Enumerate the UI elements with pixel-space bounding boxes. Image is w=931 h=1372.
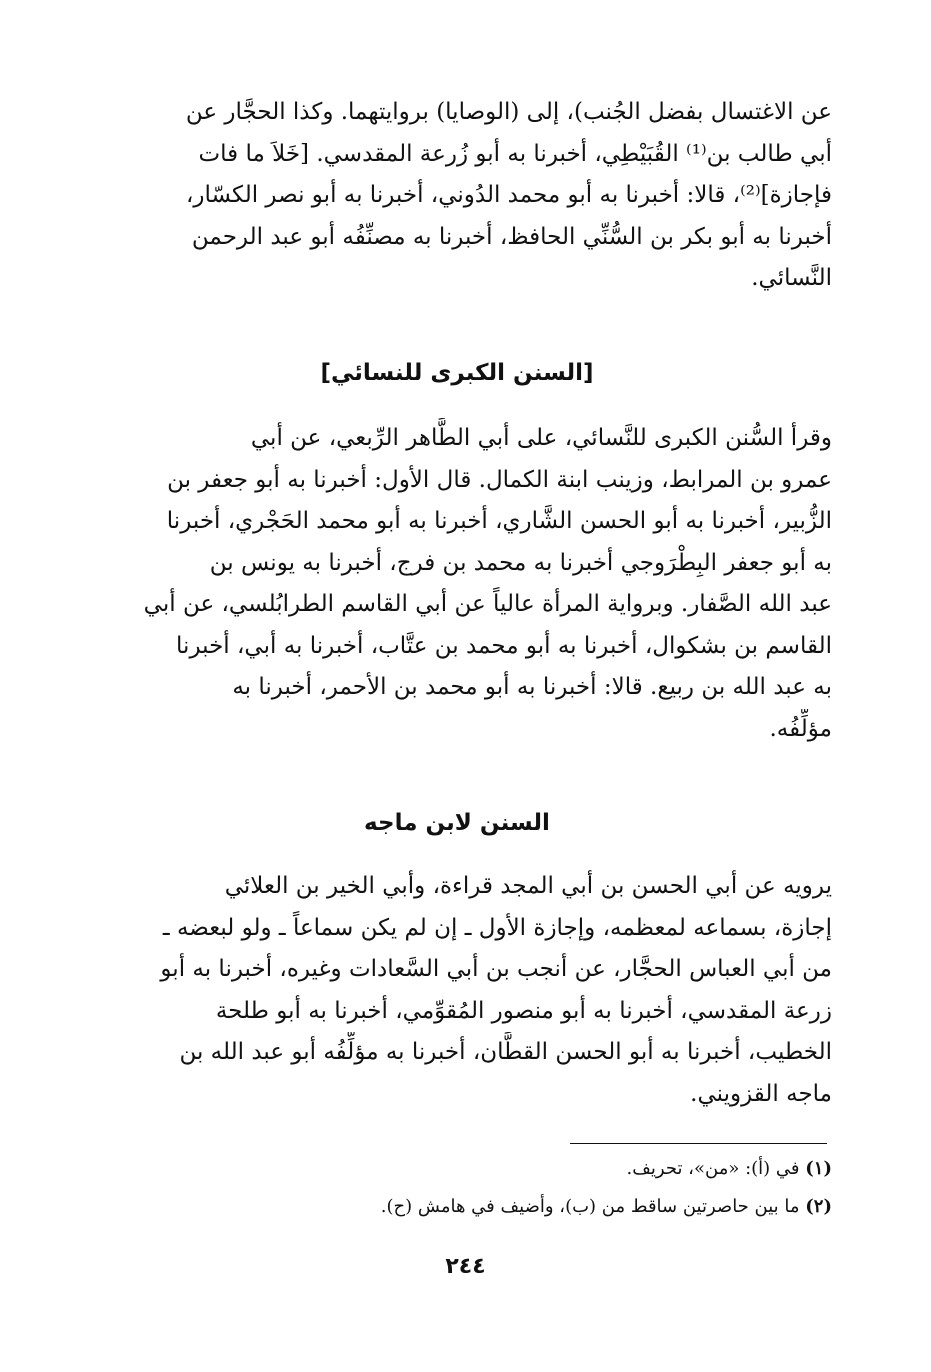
intro-paragraph [82, 92, 832, 300]
footnote-2 [82, 1196, 832, 1217]
footnote-number: (٢) [805, 1196, 832, 1217]
text-line: أخبرنا به أبو بكر بن السُّنِّي الحافظ، أخبرنا به مصنِّفُه أبو عبد الرحمن [191, 223, 832, 250]
text-line: مؤلِّفُه. [769, 715, 832, 742]
section-heading-ibn-majah: السنن لابن ماجه [364, 810, 550, 836]
footnote-1 [82, 1158, 832, 1179]
text-line: عمرو بن المرابط، وزينب ابنة الكمال. قال الأول: أخبرنا به أبو جعفر بن [167, 466, 832, 493]
page-number: ٢٤٤ [445, 1254, 486, 1279]
ibn-majah-paragraph [82, 866, 832, 1115]
text-line: الزُّبير، أخبرنا به أبو الحسن الشَّاري، أخبرنا به أبو محمد الحَجْري، أخبرنا [166, 508, 832, 534]
section-heading-sunan-kubra: [السنن الكبرى للنسائي] [320, 360, 594, 386]
footnote-text: في (أ): «من»، تحريف. [626, 1158, 800, 1179]
text-line: عن الاغتسال بفضل الجُنب)، إلى (الوصايا) بروايتهما. وكذا الحجَّار عن [185, 99, 832, 125]
text-line: ماجه القزويني. [690, 1080, 832, 1107]
text-line: به أبو جعفر البِطْرَوجي أخبرنا به محمد بن فرج، أخبرنا به يونس بن [209, 549, 832, 576]
text-line: إجازة، بسماعه لمعظمه، وإجازة الأول ـ إن لم يكن سماعاً ـ ولو لبعضه ـ [162, 914, 832, 941]
footnote-number: (١) [805, 1158, 832, 1179]
sunan-kubra-paragraph [82, 418, 832, 750]
text-line: وقرأ السُّنن الكبرى للنَّسائي، على أبي الطَّاهر الرِّبعي، عن أبي [250, 425, 832, 451]
text-line: به عبد الله بن ربيع. قالا: أخبرنا به أبو محمد بن الأحمر، أخبرنا به [232, 674, 832, 700]
text-line: زرعة المقدسي، أخبرنا به أبو منصور المُقوِّمي، أخبرنا به أبو طلحة [215, 997, 832, 1024]
text-line: من أبي العباس الحجَّار، عن أنجب بن أبي السَّعادات وغيره، أخبرنا به أبو [160, 956, 832, 982]
footnote-text: ما بين حاصرتين ساقط من (ب)، وأضيف في هامش (ح). [380, 1196, 800, 1217]
text-line: يرويه عن أبي الحسن بن أبي المجد قراءة، وأبي الخير بن العلائي [224, 873, 832, 899]
text-line: الخطيب، أخبرنا به أبو الحسن القطَّان، أخبرنا به مؤلِّفُه أبو عبد الله بن [179, 1039, 832, 1065]
text-line: فإجازة]⁽²⁾، قالا: أخبرنا به أبو محمد الدُوني، أخبرنا به أبو نصر الكسّار، [185, 182, 832, 208]
text-line: أبي طالب بن⁽¹⁾ القُبَيْطِي، أخبرنا به أبو زُرعة المقدسي. [خَلاَ ما فات [198, 140, 832, 167]
text-line: النَّسائي. [751, 265, 832, 291]
text-line: عبد الله الصَّفار. وبرواية المرأة عالياً عن أبي القاسم الطرابُلسي، عن أبي [143, 591, 832, 617]
footnote-separator [570, 1143, 827, 1144]
text-line: القاسم بن بشكوال، أخبرنا به أبو محمد بن عتَّاب، أخبرنا به أبي، أخبرنا [176, 632, 832, 659]
